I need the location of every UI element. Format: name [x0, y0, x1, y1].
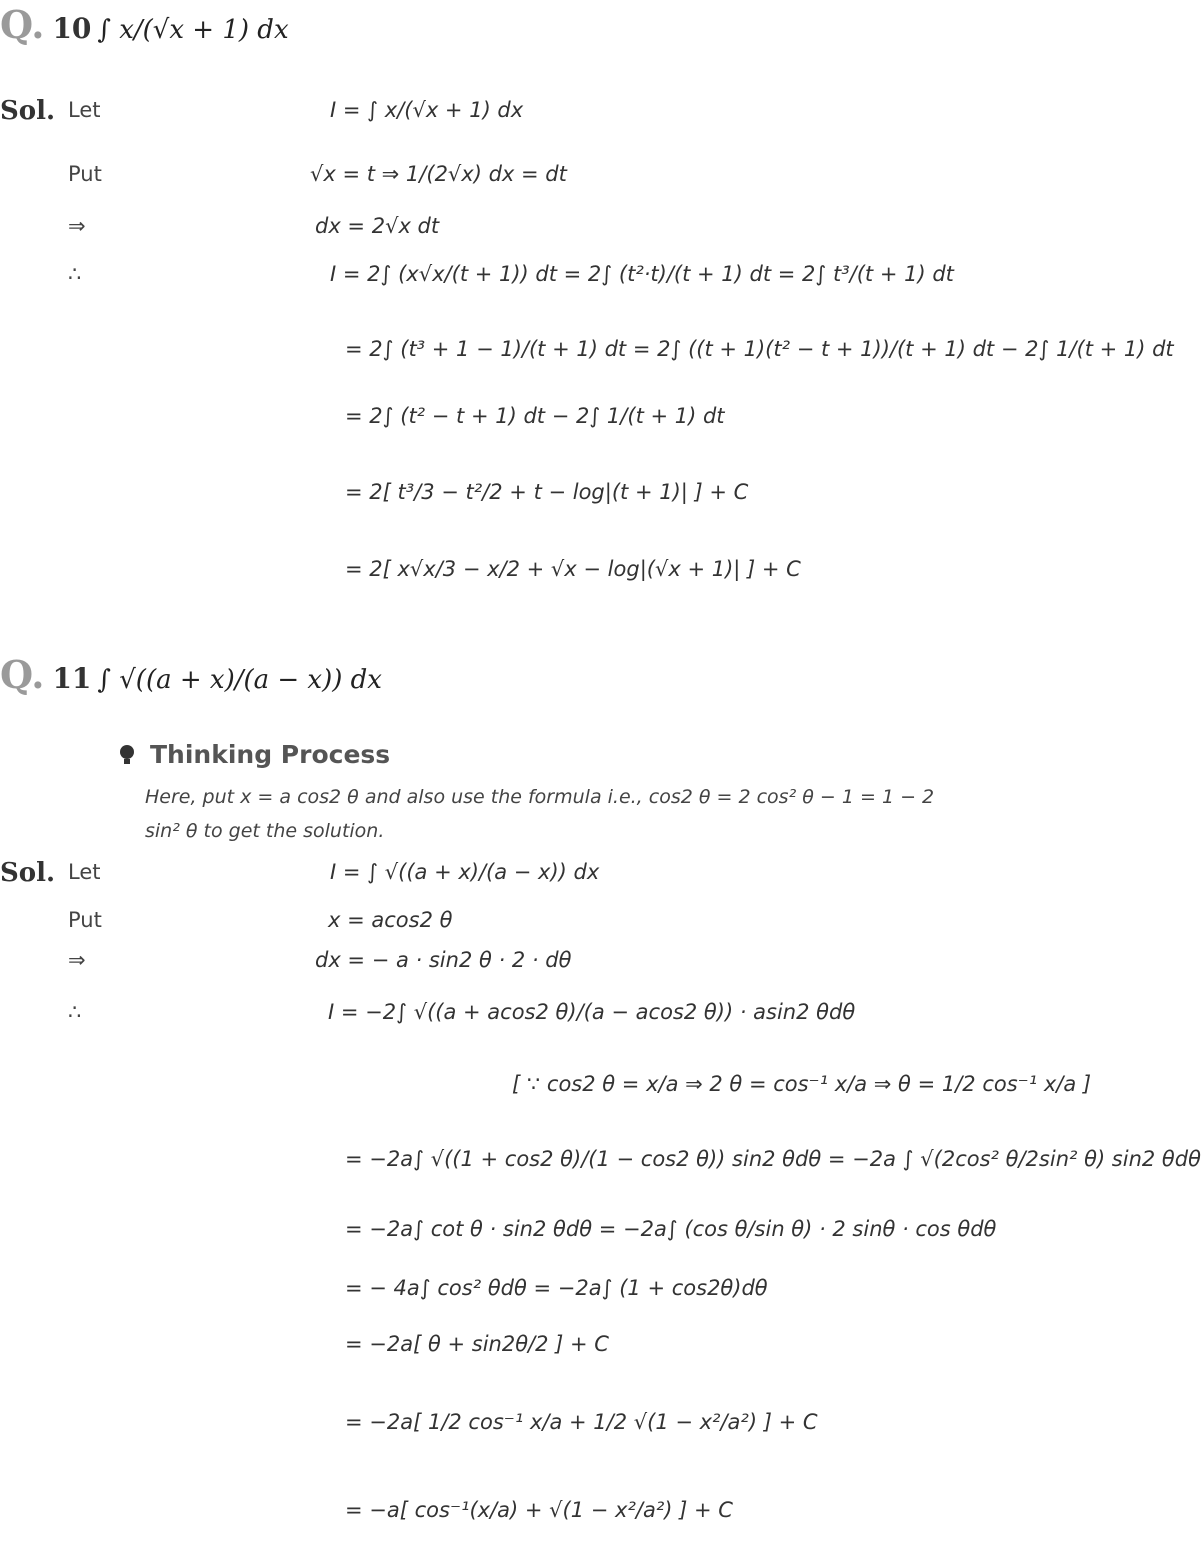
equation-line: = −2a[ 1/2 cos⁻¹ x/a + 1/2 √(1 − x²/a²) ] + C	[345, 1410, 818, 1434]
step-label: Let	[68, 860, 101, 884]
equation-line: = −2a[ θ + sin2θ/2 ] + C	[345, 1332, 609, 1356]
equation-line: I = 2∫ (x√x/(t + 1)) dt = 2∫ (t²·t)/(t + 1) dt = 2∫ t³/(t + 1) dt	[330, 262, 954, 286]
question-label: Q.	[0, 2, 45, 47]
equation-line: dx = − a · sin2 θ · 2 · dθ	[315, 948, 572, 972]
question-expression: ∫ √((a + x)/(a − x)) dx	[97, 665, 382, 695]
lightbulb-icon	[120, 745, 134, 759]
question-label: Q.	[0, 652, 45, 697]
question-expression: ∫ x/(√x + 1) dx	[97, 15, 289, 45]
equation-line: = −a[ cos⁻¹(x/a) + √(1 − x²/a²) ] + C	[345, 1498, 733, 1522]
equation-line: = 2[ t³/3 − t²/2 + t − log|(t + 1)| ] + C	[345, 480, 749, 504]
equation-line: [ ∵ cos2 θ = x/a ⇒ 2 θ = cos⁻¹ x/a ⇒ θ = 1/2 cos⁻¹ x/a ]	[512, 1072, 1092, 1096]
implies-symbol: ⇒	[68, 214, 86, 238]
equation-line: = −2a∫ cot θ · sin2 θdθ = −2a∫ (cos θ/sin θ) · 2 sinθ · cos θdθ	[345, 1217, 997, 1241]
equation-line: = 2[ x√x/3 − x/2 + √x − log|(√x + 1)| ] + C	[345, 557, 801, 581]
step-label: Put	[68, 908, 102, 932]
equation-line: = −2a∫ √((1 + cos2 θ)/(1 − cos2 θ)) sin2 θdθ = −2a ∫ √(2cos² θ/2sin² θ) sin2 θdθ	[345, 1147, 1201, 1171]
equation-line: dx = 2√x dt	[315, 214, 440, 238]
equation-line: I = −2∫ √((a + acos2 θ)/(a − acos2 θ)) · asin2 θdθ	[328, 1000, 856, 1024]
step-label: Let	[68, 98, 101, 122]
thinking-process-title: Thinking Process	[150, 740, 391, 769]
question-number: 10	[52, 12, 92, 45]
solution-label: Sol.	[0, 858, 56, 888]
step-label: Put	[68, 162, 102, 186]
equation-line: I = ∫ x/(√x + 1) dx	[330, 98, 524, 122]
therefore-symbol: ∴	[68, 1000, 82, 1024]
question-10-heading	[0, 2, 289, 47]
equation-line: x = acos2 θ	[328, 908, 453, 932]
therefore-symbol: ∴	[68, 262, 82, 286]
equation-line: = − 4a∫ cos² θdθ = −2a∫ (1 + cos2θ)dθ	[345, 1276, 768, 1300]
equation-line: √x = t ⇒ 1/(2√x) dx = dt	[310, 162, 567, 186]
question-number: 11	[52, 662, 92, 695]
thinking-process-text: Here, put x = a cos2 θ and also use the formula i.e., cos2 θ = 2 cos² θ − 1 = 1 − 2 sin² θ to get the solution.	[145, 786, 935, 842]
solution-label: Sol.	[0, 96, 56, 126]
equation-line: = 2∫ (t² − t + 1) dt − 2∫ 1/(t + 1) dt	[345, 404, 725, 428]
implies-symbol: ⇒	[68, 948, 86, 972]
question-11-heading	[0, 652, 382, 697]
equation-line: I = ∫ √((a + x)/(a − x)) dx	[330, 860, 600, 884]
equation-line: = 2∫ (t³ + 1 − 1)/(t + 1) dt = 2∫ ((t + 1)(t² − t + 1))/(t + 1) dt − 2∫ 1/(t + 1) dt	[345, 337, 1174, 361]
